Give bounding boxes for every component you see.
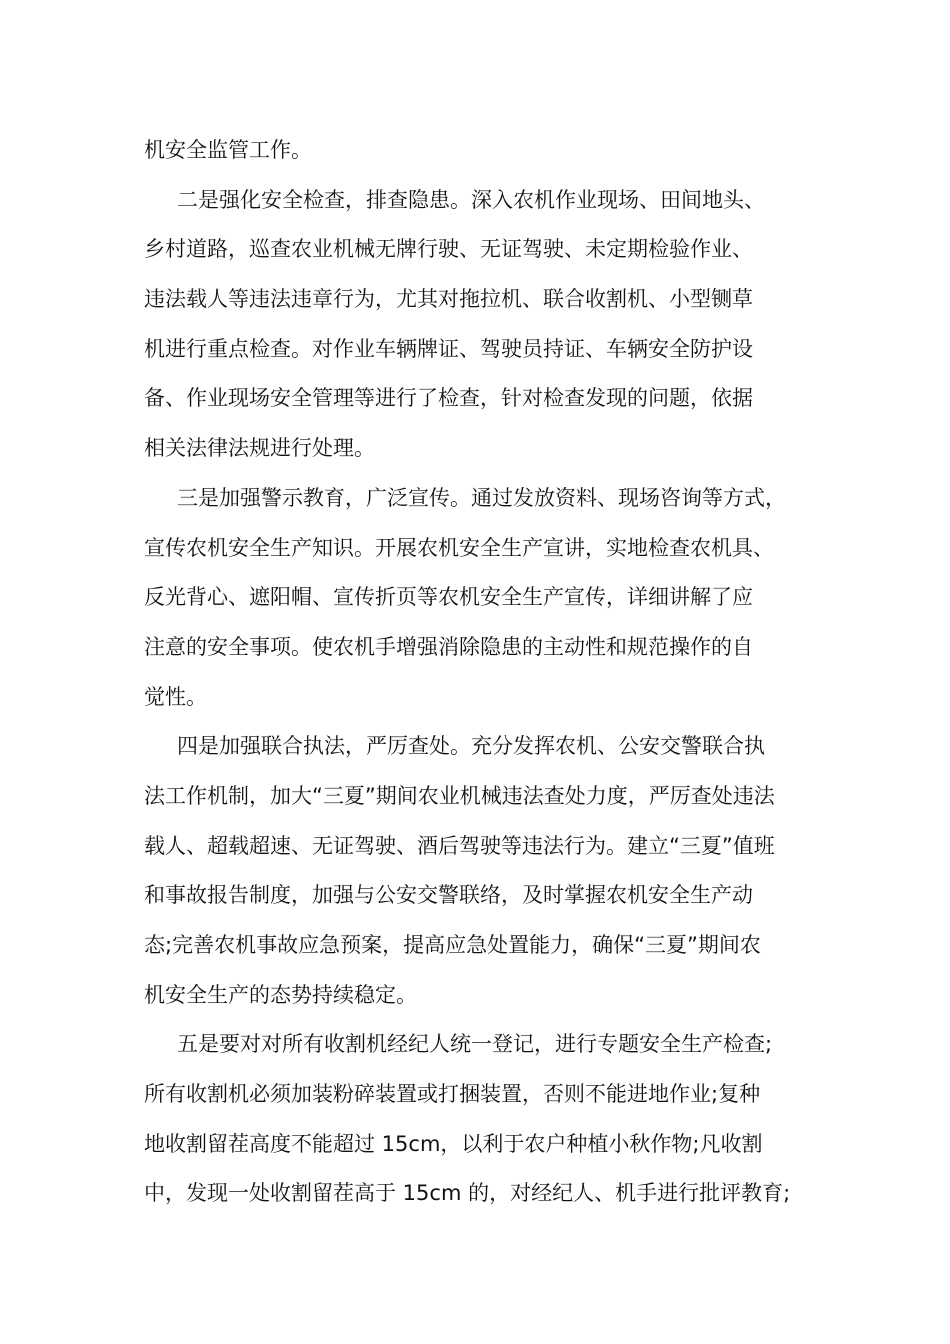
text-line: 所有收割机必须加装粉碎装置或打捆装置，否则不能进地作业;复种 xyxy=(144,1082,761,1107)
document-body xyxy=(144,126,830,1219)
paragraph-first-line: 四是加强联合执法，严厉查处。充分发挥农机、公安交警联合执 xyxy=(177,734,765,759)
text-line: 反光背心、遮阳帽、宣传折页等农机安全生产宣传，详细讲解了应 xyxy=(144,585,753,610)
text-line: 态;完善农机事故应急预案，提高应急处置能力，确保“三夏”期间农 xyxy=(144,933,761,957)
paragraph-first-line: 二是强化安全检查，排查隐患。深入农机作业现场、田间地头、 xyxy=(177,187,765,212)
text-line: 法工作机制，加大“三夏”期间农业机械违法查处力度，严厉查处违法 xyxy=(144,783,775,808)
text-line: 中，发现一处收割留茬高于 15cm 的，对经纪人、机手进行批评教育; xyxy=(144,1181,791,1206)
paragraph-first-line: 三是加强警示教育，广泛宣传。通过发放资料、现场咨询等方式， xyxy=(177,485,786,510)
text-line: 机安全监管工作。 xyxy=(144,138,312,162)
text-line: 地收割留茬高度不能超过 15cm，以利于农户种植小秋作物;凡收割 xyxy=(144,1131,763,1156)
text-line: 载人、超载超速、无证驾驶、酒后驾驶等违法行为。建立“三夏”值班 xyxy=(144,833,775,858)
text-line: 宣传农机安全生产知识。开展农机安全生产宣讲，实地检查农机具、 xyxy=(144,535,774,560)
text-line: 和事故报告制度，加强与公安交警联络，及时掌握农机安全生产动 xyxy=(144,883,753,908)
text-line: 备、作业现场安全管理等进行了检查，针对检查发现的问题，依据 xyxy=(144,386,753,411)
text-line: 机进行重点检查。对作业车辆牌证、驾驶员持证、车辆安全防护设 xyxy=(144,336,753,361)
text-line: 注意的安全事项。使农机手增强消除隐患的主动性和规范操作的自 xyxy=(144,634,753,659)
text-line: 违法载人等违法违章行为，尤其对拖拉机、联合收割机、小型铡草 xyxy=(144,287,753,312)
text-line: 机安全生产的态势持续稳定。 xyxy=(144,982,417,1007)
text-line: 觉性。 xyxy=(144,684,207,709)
text-line: 相关法律法规进行处理。 xyxy=(144,436,375,461)
paragraph-first-line: 五是要对对所有收割机经纪人统一登记，进行专题安全生产检查; xyxy=(177,1032,773,1057)
text-line: 乡村道路，巡查农业机械无牌行驶、无证驾驶、未定期检验作业、 xyxy=(144,237,753,262)
